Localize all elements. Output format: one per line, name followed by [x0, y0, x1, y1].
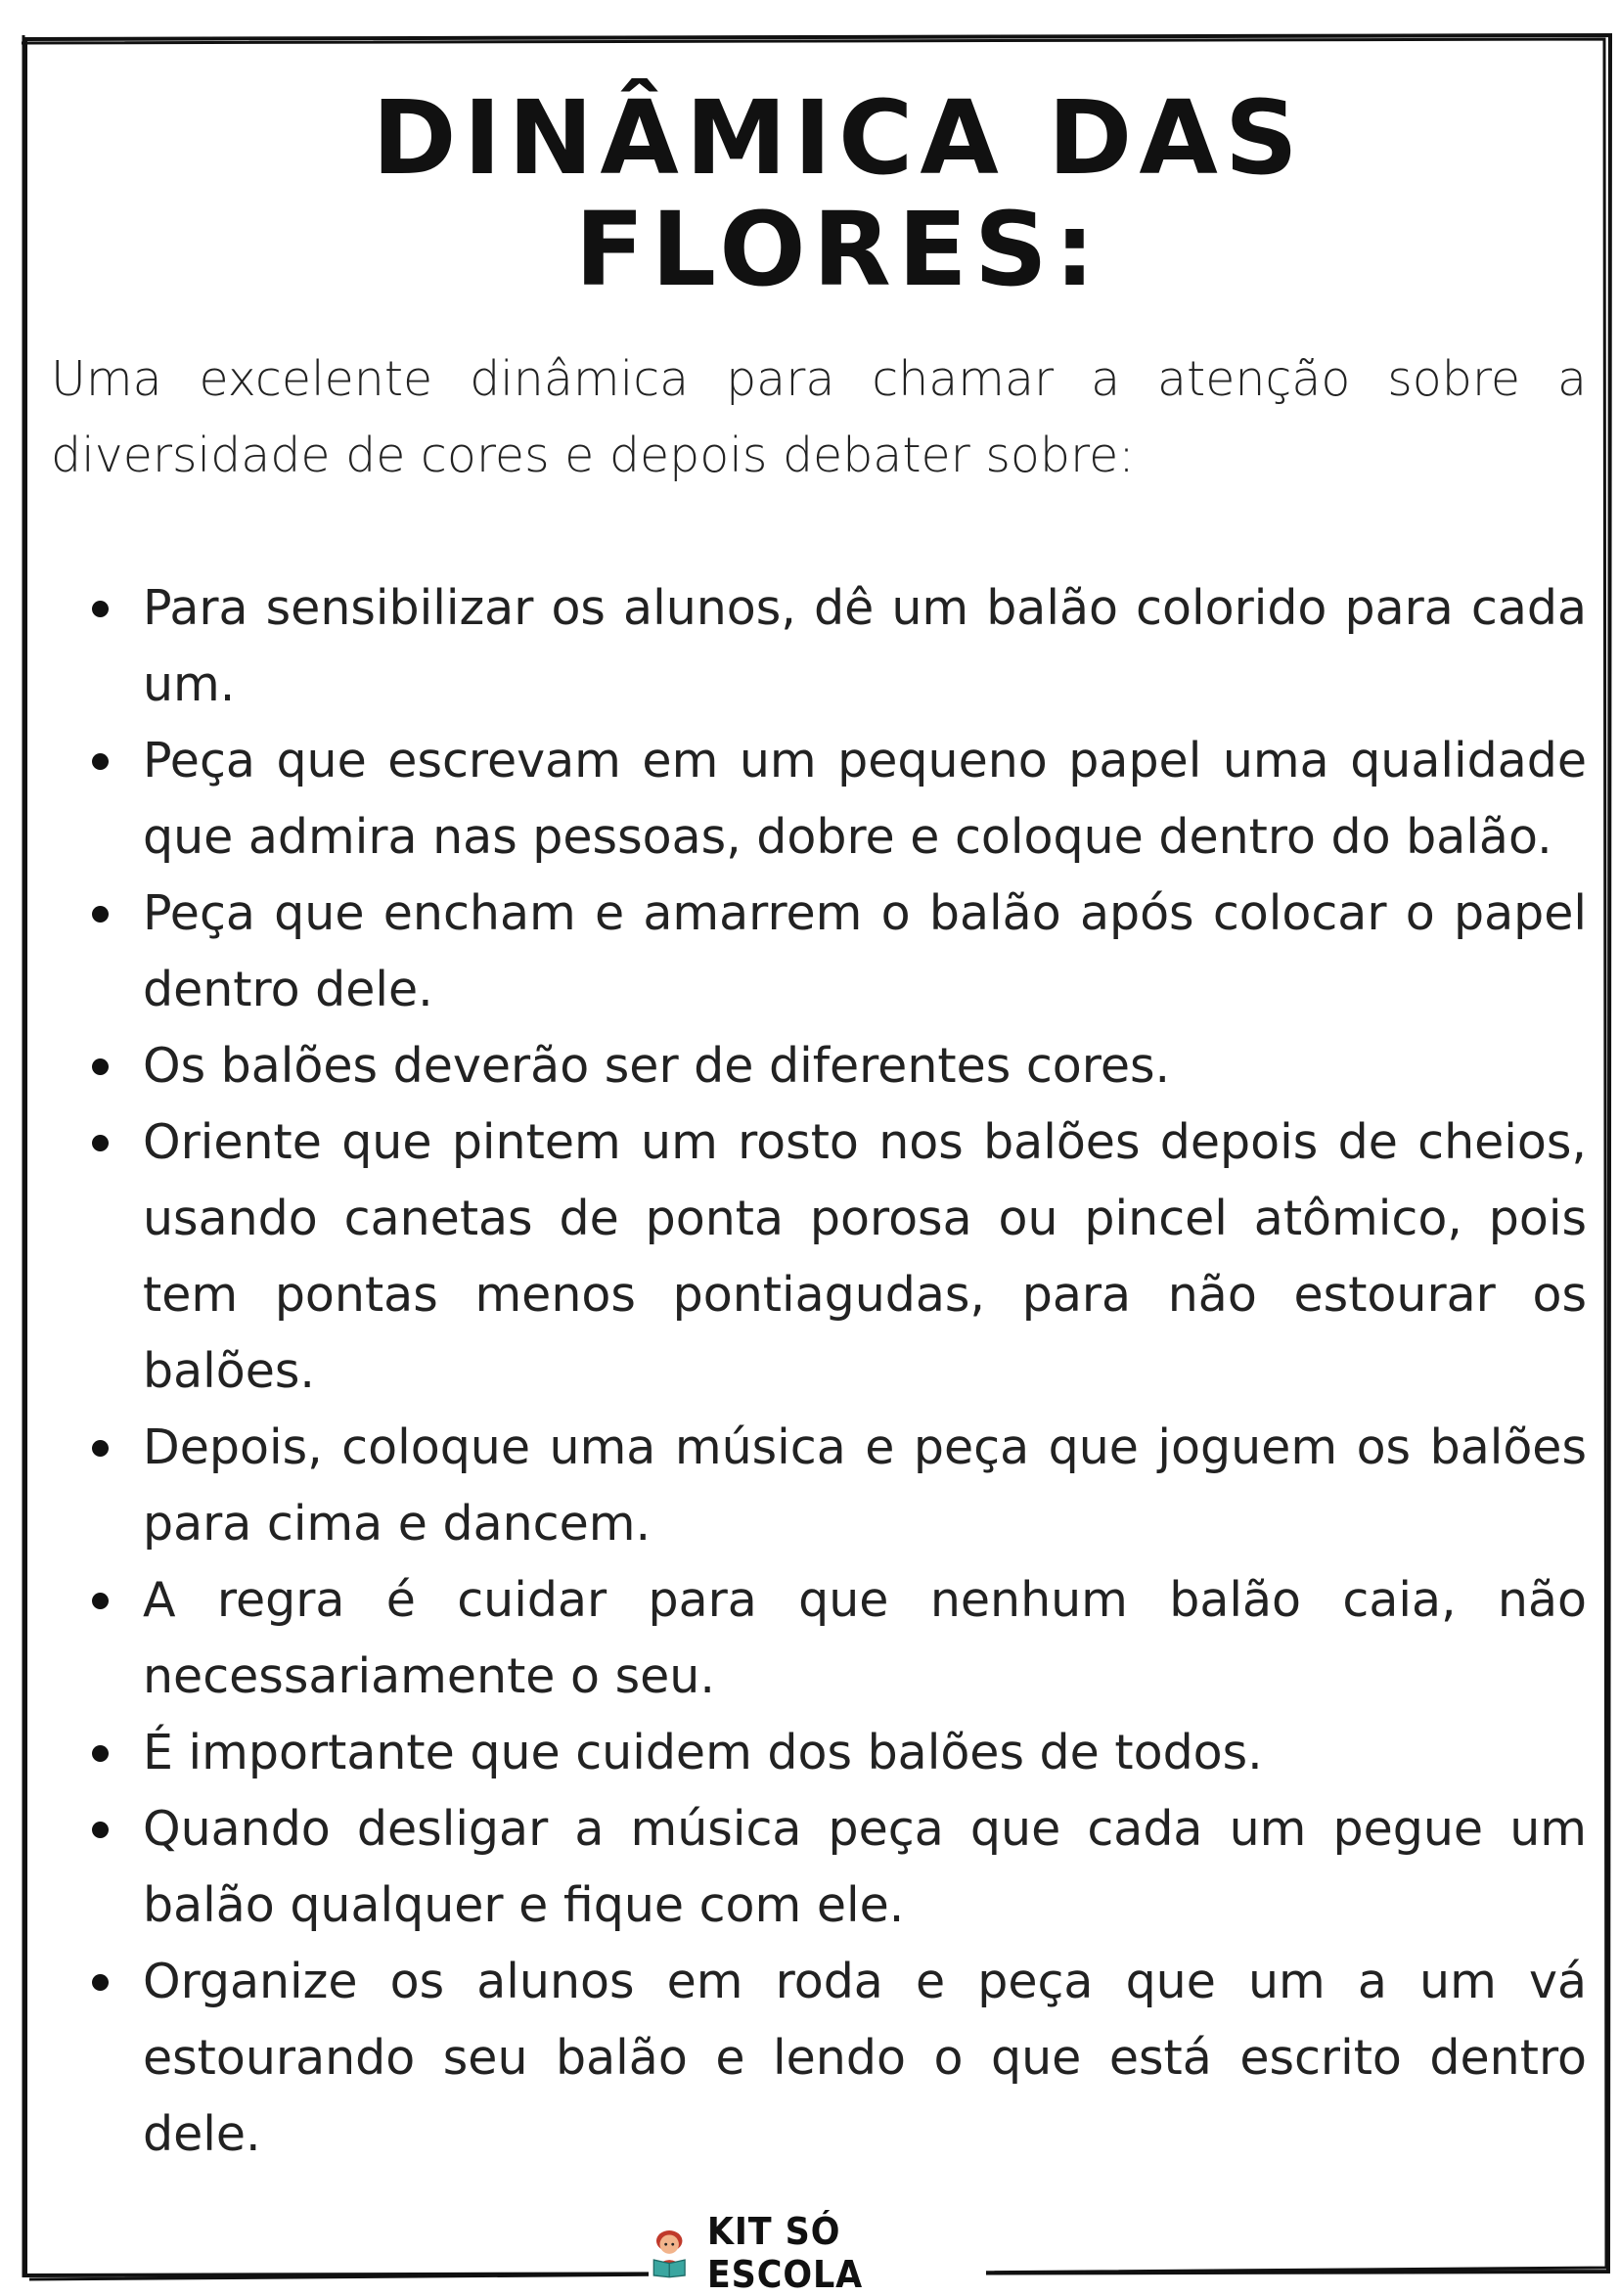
list-item: [51, 1944, 1587, 2173]
list-item: [51, 876, 1587, 1028]
bullet-icon: [92, 1974, 109, 1991]
brand-logo: [649, 2210, 986, 2296]
bullet-icon: [92, 753, 109, 770]
bullet-icon: [92, 1822, 109, 1838]
list-item: [51, 1791, 1587, 1944]
bullet-icon: [92, 1745, 109, 1762]
list-item: [51, 1715, 1587, 1791]
brand-name: KIT SÓ ESCOLA: [707, 2210, 864, 2296]
list-item: [51, 1410, 1587, 1562]
bullet-icon: [92, 906, 109, 923]
list-item: [51, 1028, 1587, 1104]
list-item-text: Peça que encham e amarrem o balão após colocar o papel dentro dele.: [143, 884, 1587, 1017]
list-item: [51, 1562, 1587, 1715]
list-item-text: Depois, coloque uma música e peça que joguem os balões para cima e dancem.: [143, 1418, 1587, 1552]
page-title: DINÂMICA DAS FLORES:: [372, 78, 1305, 310]
list-item-text: Quando desligar a música peça que cada um pegue um balão qualquer e fique com ele.: [143, 1800, 1587, 1933]
list-item: [51, 1104, 1587, 1410]
steps-list: [51, 570, 1587, 2173]
document-body: [51, 68, 1587, 2173]
list-item: [51, 723, 1587, 876]
list-item-text: Para sensibilizar os alunos, dê um balão colorido para cada um.: [143, 579, 1587, 712]
bullet-icon: [92, 1440, 109, 1457]
child-reading-icon: [649, 2226, 690, 2280]
list-item-text: Os balões deverão ser de diferentes cores.: [143, 1037, 1171, 1094]
intro-paragraph: Uma excelente dinâmica para chamar a atenção sobre a diversidade de cores e depois debater sobre:: [51, 350, 1587, 483]
bullet-icon: [92, 1135, 109, 1151]
bullet-icon: [92, 1593, 109, 1609]
list-item-text: Organize os alunos em roda e peça que um a um vá estourando seu balão e lendo o que está escrito dentro dele.: [143, 1953, 1587, 2162]
list-item-text: É importante que cuidem dos balões de todos.: [143, 1724, 1263, 1780]
list-item-text: Peça que escrevam em um pequeno papel uma qualidade que admira nas pessoas, dobre e coloque dentro do balão.: [143, 732, 1587, 865]
list-item-text: Oriente que pintem um rosto nos balões depois de cheios, usando canetas de ponta porosa ou pincel atômico, pois tem pontas menos pontiagudas, para não estourar os balões.: [143, 1113, 1587, 1399]
list-item: [51, 570, 1587, 723]
bullet-icon: [92, 601, 109, 617]
bullet-icon: [92, 1058, 109, 1075]
list-item-text: A regra é cuidar para que nenhum balão caia, não necessariamente o seu.: [143, 1571, 1587, 1704]
